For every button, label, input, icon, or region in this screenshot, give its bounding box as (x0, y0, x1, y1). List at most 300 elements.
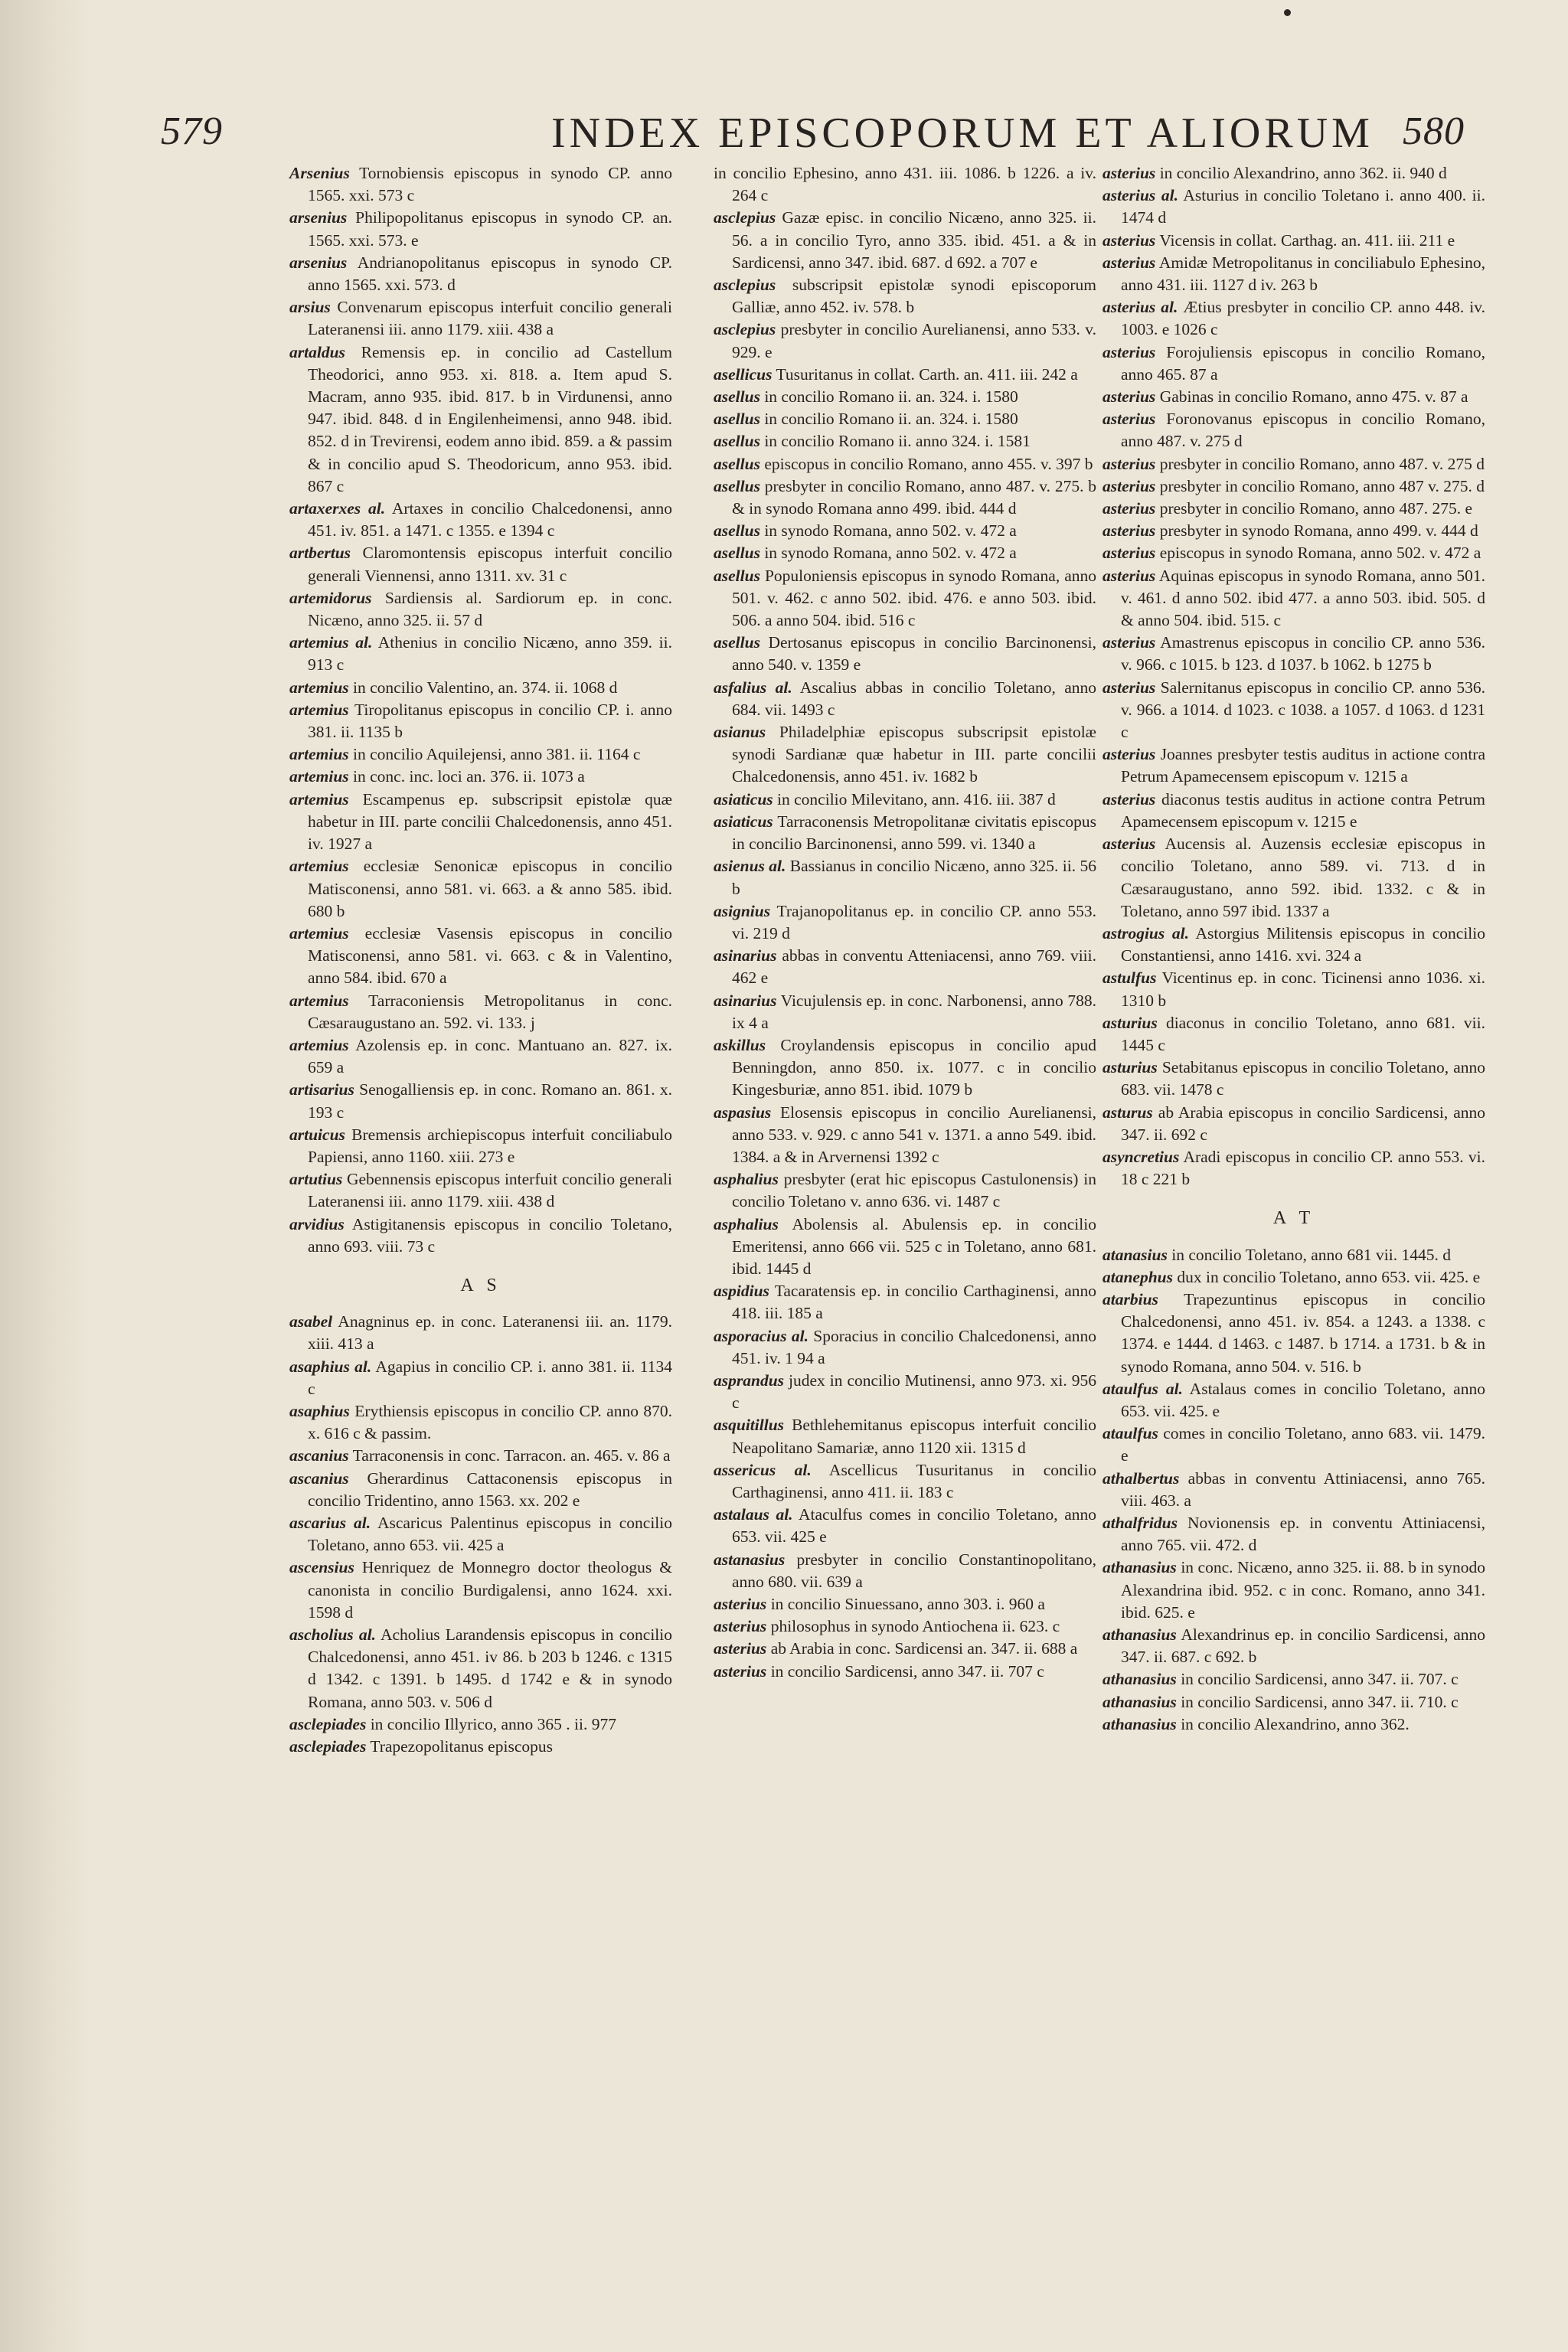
entry-text: Philipopolitanus episcopus in synodo CP. an. 1565. xxi. 573. e (308, 208, 672, 250)
entry-headword: artemius (289, 678, 349, 697)
running-title: INDEX EPISCOPORUM ET ALIORUM (551, 109, 1374, 157)
entry-text: Joannes presbyter testis auditus in actione contra Petrum Apamecensem episcopum v. 1215 a (1121, 745, 1486, 786)
entry-text: Henriquez de Monnegro doctor theologus & canonista in concilio Burdigalensi, anno 1624. xxi. 1598 d (308, 1558, 673, 1622)
entry-headword: askillus (714, 1035, 766, 1054)
entry-headword: asterius (1102, 835, 1156, 854)
entry-text: Vicujulensis ep. in conc. Narbonensi, anno 788. ix 4 a (732, 991, 1096, 1032)
entry-headword: ataulfus al. (1102, 1379, 1183, 1398)
entry-text: Astalaus comes in concilio Toletano, anno 653. vii. 425. e (1121, 1379, 1485, 1420)
entry-text: in concilio Toletano, anno 681 vii. 1445. d (1171, 1245, 1451, 1264)
index-entry (1102, 185, 1485, 229)
index-entry (1102, 833, 1485, 923)
index-entry (714, 364, 1096, 386)
entry-headword: asterius (714, 1595, 767, 1613)
entry-headword: asclepius (714, 276, 776, 295)
entry-text: comes in concilio Toletano, anno 683. vii. 1479. e (1121, 1424, 1486, 1465)
index-entry (1102, 386, 1485, 408)
entry-headword: asterius (1102, 342, 1156, 361)
entry-text: Convenarum episcopus interfuit concilio generali Lateranensi iii. anno 1179. xiii. 438 a (308, 298, 673, 339)
index-entry (1102, 408, 1485, 452)
index-entry (1102, 498, 1485, 520)
index-entry (714, 318, 1096, 363)
index-entry (714, 945, 1096, 989)
entry-headword: atanephus (1102, 1267, 1174, 1286)
index-entry (1102, 1512, 1485, 1557)
index-entry (714, 1615, 1096, 1638)
entry-headword: asiaticus (714, 812, 773, 831)
entry-text: Setabitanus episcopus in concilio Toletano, anno 683. vii. 1478 c (1121, 1058, 1486, 1099)
index-entry (714, 1593, 1096, 1615)
entry-text: Alexandrinus ep. in concilio Sardicensi, anno 347. ii. 687. c 692. b (1121, 1625, 1485, 1667)
index-entry (289, 1713, 672, 1736)
index-entry (1102, 632, 1485, 676)
entry-text: Ascellicus Tusuritanus in concilio Carthaginensi, anno 411. ii. 183 c (732, 1460, 1096, 1501)
entry-headword: asterius (1102, 476, 1156, 495)
entry-headword: asterius (1102, 410, 1156, 429)
entry-text: Forojuliensis episcopus in concilio Romano, anno 465. 87 a (1121, 342, 1486, 384)
section-heading: A T (1272, 1208, 1315, 1229)
entry-text: in concilio Valentino, an. 374. ii. 1068 d (353, 678, 618, 697)
index-entry (714, 1549, 1096, 1593)
entry-text: Tarraconensis in conc. Tarracon. an. 465. v. 86 a (352, 1446, 671, 1465)
index-column-1 (289, 162, 672, 1758)
index-entry (714, 721, 1096, 789)
index-entry (289, 743, 672, 766)
entry-headword: artemius (289, 1035, 349, 1054)
index-entry (714, 386, 1096, 408)
entry-text: dux in concilio Toletano, anno 653. vii. 425. e (1177, 1267, 1481, 1286)
entry-text: in concilio Romano ii. an. 324. i. 1580 (764, 410, 1018, 429)
index-entry (714, 542, 1096, 564)
entry-headword: asclepiades (289, 1714, 367, 1733)
entry-headword: artaldus (289, 342, 345, 361)
entry-headword: asellus (714, 476, 760, 495)
index-entry (1102, 252, 1485, 296)
index-entry (1102, 1266, 1485, 1289)
entry-text: in concilio Sardicensi, anno 347. ii. 710. c (1181, 1692, 1459, 1711)
entry-text: abbas in conventu Attiniacensi, anno 765. viii. 463. a (1121, 1468, 1486, 1510)
entry-text: ab Arabia episcopus in concilio Sardicensi, anno 347. ii. 692 c (1121, 1102, 1486, 1144)
entry-text: presbyter in concilio Romano, anno 487. 275. e (1159, 499, 1473, 518)
index-entry (289, 1079, 672, 1123)
entry-text: in synodo Romana, anno 502. v. 472 a (764, 521, 1017, 541)
entry-text: Vicensis in collat. Carthag. an. 411. iii. 211 e (1159, 230, 1455, 250)
index-entry (289, 766, 672, 788)
entry-headword: asterius (1102, 387, 1156, 407)
entry-text: in concilio Alexandrino, anno 362. (1181, 1714, 1410, 1733)
entry-headword: asclepius (714, 208, 776, 227)
entry-headword: asterius (714, 1617, 767, 1636)
entry-headword: ascensius (289, 1558, 354, 1577)
entry-headword: asterius (1102, 633, 1156, 652)
entry-text: Aquinas episcopus in synodo Romana, anno 501. v. 461. d anno 502. ibid 477. a anno 503. ibid. 505. d & anno 504. ibid. 515. c (1121, 566, 1485, 630)
index-entry (289, 296, 672, 341)
entry-text: Gebennensis episcopus interfuit concilio generali Lateranensi iii. anno 1179. xiii. 438 d (308, 1170, 672, 1211)
entry-text: in conc. inc. loci an. 376. ii. 1073 a (353, 767, 585, 786)
entry-headword: athanasius (1102, 1625, 1177, 1644)
entry-headword: asphalius (714, 1170, 779, 1189)
entry-headword: asellicus (714, 364, 773, 384)
entry-headword: asturius (1102, 1058, 1158, 1077)
index-entry (714, 632, 1096, 676)
index-entry (289, 855, 672, 923)
entry-headword: asterius (714, 1661, 767, 1681)
entry-headword: athalfridus (1102, 1513, 1178, 1532)
index-entry (714, 475, 1096, 520)
entry-headword: artemius al. (289, 633, 373, 652)
index-entry (714, 1638, 1096, 1660)
entry-headword: asterius (1102, 789, 1156, 808)
entry-text: Gherardinus Cattaconensis episcopus in concilio Tridentino, anno 1563. xx. 202 e (308, 1468, 672, 1510)
entry-headword: artemius (289, 745, 349, 764)
entry-text: Astigitanensis episcopus in concilio Toletano, anno 693. viii. 73 c (308, 1214, 672, 1256)
index-entry (714, 990, 1096, 1034)
index-entry (1102, 520, 1485, 542)
entry-headword: asfalius al. (714, 678, 792, 697)
entry-text: Elosensis episcopus in concilio Aurelianensi, anno 533. v. 929. c anno 541 v. 1371. a anno 549. ibid. 1384. a & in Arvernensi 1392 c (732, 1102, 1096, 1166)
entry-headword: astanasius (714, 1550, 786, 1569)
entry-text: Senogalliensis ep. in conc. Romano an. 861. x. 193 c (308, 1080, 673, 1122)
index-entry (714, 430, 1096, 452)
entry-headword: artemius (289, 789, 349, 808)
index-entry (1102, 923, 1485, 967)
entry-headword: atarbius (1102, 1289, 1158, 1308)
index-entry (1102, 1289, 1485, 1378)
entry-text: subscripsit epistolæ synodi episcoporum Galliæ, anno 452. iv. 578. b (732, 276, 1097, 317)
entry-text: Tiropolitanus episcopus in concilio CP. i. anno 381. ii. 1135 b (308, 700, 672, 742)
entry-text: Athenius in concilio Nicæno, anno 359. ii. 913 c (308, 633, 672, 675)
page-header (0, 109, 1568, 162)
entry-text: presbyter in concilio Romano, anno 487. v. 275 d (1159, 454, 1485, 473)
entry-text: in concilio Illyrico, anno 365 . ii. 977 (370, 1714, 616, 1733)
entry-text: Ascalius abbas in concilio Toletano, anno 684. vii. 1493 c (732, 678, 1096, 719)
entry-headword: ataulfus (1102, 1424, 1158, 1443)
index-entry (714, 1102, 1096, 1169)
index-entry (714, 162, 1096, 207)
entry-headword: asturus (1102, 1102, 1153, 1122)
index-entry (714, 855, 1096, 900)
index-entry (714, 1034, 1096, 1102)
index-entry (1102, 296, 1485, 341)
entry-headword: Arsenius (289, 164, 350, 182)
index-entry (289, 699, 672, 743)
entry-headword: athanasius (1102, 1558, 1177, 1577)
entry-headword: asaphius al. (289, 1357, 372, 1376)
entry-headword: asterius (1102, 678, 1156, 697)
index-entry (1102, 1668, 1485, 1690)
index-entry (289, 1400, 672, 1445)
entry-text: episcopus in synodo Romana, anno 502. v. 472 a (1159, 544, 1481, 563)
entry-text: presbyter in concilio Constantinopolitano, anno 680. vii. 639 a (732, 1550, 1097, 1591)
entry-text: Dertosanus episcopus in concilio Barcinonensi, anno 540. v. 1359 e (732, 633, 1096, 675)
index-entry (1102, 1102, 1485, 1146)
index-entry (714, 1459, 1096, 1504)
entry-text: ab Arabia in conc. Sardicensi an. 347. ii. 688 a (770, 1639, 1078, 1658)
entry-headword: asiaticus (714, 789, 773, 808)
entry-text: in concilio Aquilejensi, anno 381. ii. 1164 c (353, 745, 641, 764)
page-number-left: 579 (161, 109, 223, 153)
index-entry (714, 900, 1096, 945)
entry-headword: asquitillus (714, 1416, 785, 1435)
index-entry (714, 1661, 1096, 1683)
entry-headword: arsenius (289, 253, 348, 272)
entry-headword: asclepius (714, 320, 776, 339)
entry-text: Tarraconensis Metropolitanæ civitatis episcopus in concilio Barcinonensi, anno 599. vi. 1340 a (732, 812, 1096, 854)
entry-headword: asyncretius (1102, 1147, 1180, 1166)
entry-text: Sardiensis al. Sardiorum ep. in conc. Nicæno, anno 325. ii. 57 d (308, 588, 672, 630)
index-entry (1102, 967, 1485, 1011)
index-entry (714, 565, 1096, 632)
section-heading: A S (460, 1275, 501, 1295)
index-entry (1102, 542, 1485, 564)
entry-headword: asterius (1102, 566, 1156, 585)
index-entry (714, 453, 1096, 475)
entry-headword: asterius (1102, 499, 1156, 518)
index-entry (289, 1512, 672, 1557)
entry-headword: artemius (289, 700, 349, 719)
entry-text: presbyter in concilio Romano, anno 487. v. 275. b & in synodo Romana anno 499. ibid. 444 d (732, 476, 1097, 518)
entry-text: Foronovanus episcopus in concilio Romano, anno 487. v. 275 d (1121, 410, 1486, 451)
entry-headword: atanasius (1102, 1245, 1168, 1264)
entry-text: Claromontensis episcopus interfuit concilio generali Viennensi, anno 1311. xv. 31 c (308, 544, 672, 585)
entry-text: in concilio Sinuessano, anno 303. i. 960 a (770, 1595, 1045, 1613)
entry-headword: asterius (714, 1639, 767, 1658)
entry-text: Sporacius in concilio Chalcedonensi, anno 451. iv. 1 94 a (732, 1326, 1097, 1367)
entry-text: Trapezuntinus episcopus in concilio Chalcedonensi, anno 451. iv. 854. a 1243. a 1338. c 1374. e 1444. d 1463. c 1487. b 1714. a 1731. b & in synodo Romana, anno 504. v. 516. b (1121, 1289, 1485, 1376)
entry-text: Andrianopolitanus episcopus in synodo CP. anno 1565. xxi. 573. d (308, 253, 672, 295)
entry-headword: asienus al. (714, 857, 786, 876)
entry-text: Gabinas in concilio Romano, anno 475. v. 87 a (1159, 387, 1468, 407)
entry-text: Astorgius Militensis episcopus in concilio Constantiensi, anno 1416. xvi. 324 a (1121, 923, 1485, 965)
entry-text: Gazæ episc. in concilio Nicæno, anno 325. ii. 56. a in concilio Tyro, anno 335. ibid. 451. a & in Sardicensi, anno 347. ibid. 687. d 692. a 707 e (732, 208, 1097, 272)
index-entry (714, 1280, 1096, 1325)
entry-headword: athanasius (1102, 1714, 1177, 1733)
entry-text: Croylandensis episcopus in concilio apud Benningdon, anno 850. ix. 1077. c in concilio Kingesburiæ, anno 851. ibid. 1079 b (732, 1035, 1096, 1099)
index-entry (289, 1736, 672, 1758)
index-entry (289, 498, 672, 542)
page-number-right: 580 (1403, 109, 1465, 153)
entry-text: Amidæ Metropolitanus in conciliabulo Ephesino, anno 431. iii. 1127 d iv. 263 b (1121, 253, 1485, 295)
entry-text: Bremensis archiepiscopus interfuit conciliabulo Papiensi, anno 1160. xiii. 273 e (308, 1125, 672, 1166)
entry-text: Tornobiensis episcopus in synodo CP. anno 1565. xxi. 573 c (308, 164, 672, 205)
entry-headword: asprandus (714, 1370, 785, 1390)
entry-text: presbyter (erat hic episcopus Castulonensis) in concilio Toletano v. anno 636. vi. 1487 c (732, 1170, 1097, 1211)
entry-headword: asterius (1102, 745, 1156, 764)
entry-headword: asclepiades (289, 1737, 367, 1756)
index-entry (714, 1370, 1096, 1414)
index-entry (1102, 1378, 1485, 1423)
entry-text: in conc. Nicæno, anno 325. ii. 88. b in synodo Alexandrina ibid. 952. c in conc. Romano, anno 341. ibid. 625. e (1121, 1558, 1486, 1622)
entry-text: in concilio Alexandrino, anno 362. ii. 940 d (1159, 164, 1447, 182)
entry-text: Asturius in concilio Toletano i. anno 400. ii. 1474 d (1121, 186, 1485, 227)
index-entry (289, 587, 672, 632)
index-entry (714, 789, 1096, 811)
index-entry (714, 520, 1096, 542)
entry-text: Trapezopolitanus episcopus (370, 1737, 553, 1756)
entry-text: in concilio Sardicensi, anno 347. ii. 707. c (1181, 1670, 1459, 1689)
index-entry (289, 632, 672, 676)
entry-headword: asaphius (289, 1401, 350, 1420)
entry-text: Agapius in concilio CP. i. anno 381. ii. 1134 c (308, 1357, 672, 1398)
entry-headword: asporacius al. (714, 1326, 808, 1345)
index-entry (289, 207, 672, 251)
entry-text: Artaxes in concilio Chalcedonensi, anno 451. iv. 851. a 1471. c 1355. e 1394 c (308, 499, 672, 541)
entry-text: Philadelphiæ episcopus subscripsit epistolæ synodi Sardianæ quæ habetur in III. parte concilii Chalcedonensis, anno 451. iv. 1682 b (732, 723, 1097, 786)
entry-headword: athanasius (1102, 1670, 1177, 1689)
index-entry (1102, 1713, 1485, 1736)
entry-headword: arvidius (289, 1214, 345, 1233)
entry-text: in synodo Romana, anno 502. v. 472 a (764, 544, 1017, 563)
entry-text: Ataculfus comes in concilio Toletano, anno 653. vii. 425 e (732, 1505, 1096, 1547)
index-entry (1102, 475, 1485, 498)
entry-headword: asellus (714, 432, 760, 451)
entry-headword: asterius (1102, 164, 1156, 182)
entry-text: Abolensis al. Abulensis ep. in concilio Emeritensi, anno 666 vii. 525 c in Toletano, anno 681. ibid. 1445 d (732, 1214, 1096, 1278)
entry-text: Tacaratensis ep. in concilio Carthaginensi, anno 418. iii. 185 a (732, 1282, 1096, 1323)
entry-headword: arsenius (289, 208, 348, 227)
index-entry (1102, 1691, 1485, 1713)
entry-headword: ascholius al. (289, 1625, 376, 1644)
entry-headword: asterius (1102, 521, 1156, 541)
index-entry (1102, 565, 1485, 632)
entry-text: Vicentinus ep. in conc. Ticinensi anno 1036. xi. 1310 b (1121, 969, 1485, 1010)
entry-text: presbyter in concilio Romano, anno 487 v. 275. d (1159, 476, 1485, 495)
index-entry (289, 923, 672, 990)
entry-headword: asignius (714, 901, 771, 920)
entry-headword: artaxerxes al. (289, 499, 386, 518)
entry-headword: aspidius (714, 1282, 769, 1301)
index-entry (714, 1414, 1096, 1459)
index-entry (1102, 1468, 1485, 1512)
entry-text: Novionensis ep. in conventu Attiniacensi, anno 765. vii. 472. d (1121, 1513, 1485, 1555)
entry-headword: artisarius (289, 1080, 354, 1099)
entry-headword: asterius al. (1102, 186, 1178, 205)
entry-text: in concilio Sardicensi, anno 347. ii. 707 c (770, 1661, 1044, 1681)
entry-headword: asellus (714, 410, 760, 429)
entry-text: in concilio Ephesino, anno 431. iii. 1086. b 1226. a iv. 264 c (714, 164, 1096, 205)
index-entry (714, 408, 1096, 430)
entry-text: in concilio Milevitano, ann. 416. iii. 387 d (777, 789, 1056, 808)
index-entry (1102, 230, 1485, 252)
index-entry (289, 677, 672, 699)
entry-headword: ascarius al. (289, 1513, 371, 1532)
entry-headword: asinarius (714, 991, 777, 1010)
entry-text: judex in concilio Mutinensi, anno 973. xi. 956 c (732, 1370, 1097, 1413)
index-column-2 (714, 162, 1096, 1683)
entry-headword: artemidorus (289, 588, 372, 607)
entry-headword: aspasius (714, 1102, 772, 1122)
index-entry (289, 162, 672, 207)
index-entry (1102, 453, 1485, 475)
index-entry (714, 1504, 1096, 1548)
index-entry (1102, 1012, 1485, 1057)
entry-text: Erythiensis episcopus in concilio CP. anno 870. x. 616 c & passim. (308, 1401, 673, 1443)
entry-headword: athalbertus (1102, 1468, 1180, 1488)
entry-text: Amastrenus episcopus in concilio CP. anno 536. v. 966. c 1015. b 123. d 1037. b 1062. b 1275 b (1121, 633, 1485, 675)
entry-headword: athanasius (1102, 1692, 1177, 1711)
index-entry (289, 1034, 672, 1079)
index-entry (1102, 743, 1485, 788)
index-entry (289, 1124, 672, 1168)
entry-headword: asterius (1102, 454, 1156, 473)
entry-text: Ætius presbyter in concilio CP. anno 448. iv. 1003. e 1026 c (1121, 298, 1485, 339)
index-entry (1102, 1146, 1485, 1191)
index-entry (1102, 1057, 1485, 1101)
index-entry (1102, 1557, 1485, 1624)
entry-headword: astalaus al. (714, 1505, 793, 1524)
entry-text: Ascaricus Palentinus episcopus in concilio Toletano, anno 653. vii. 425 a (308, 1513, 672, 1555)
entry-headword: astrogius al. (1102, 923, 1189, 942)
index-entry (714, 811, 1096, 855)
entry-text: philosophus in synodo Antiochena ii. 623. c (770, 1617, 1060, 1636)
entry-headword: asellus (714, 633, 760, 652)
entry-text: presbyter in synodo Romana, anno 499. v. 444 d (1159, 521, 1478, 541)
index-column-3 (1102, 162, 1485, 1736)
entry-headword: asturius (1102, 1013, 1158, 1032)
index-entry (289, 1168, 672, 1213)
entry-headword: ascanius (289, 1446, 349, 1465)
entry-headword: artemius (289, 767, 349, 786)
entry-headword: assericus al. (714, 1460, 812, 1479)
index-entry (289, 789, 672, 856)
entry-headword: asabel (289, 1312, 333, 1331)
entry-headword: asellus (714, 454, 760, 473)
entry-headword: astulfus (1102, 969, 1157, 988)
page-fold-shadow (0, 0, 92, 2352)
entry-text: Tusuritanus in collat. Carth. an. 411. iii. 242 a (776, 364, 1078, 384)
index-entry (289, 1311, 672, 1355)
entry-text: Escampenus ep. subscripsit epistolæ quæ habetur in III. parte concilii Chalcedonensis, anno 451. iv. 1927 a (308, 789, 673, 854)
entry-headword: asphalius (714, 1214, 779, 1233)
index-entry (1102, 162, 1485, 185)
entry-headword: asellus (714, 521, 760, 541)
entry-text: episcopus in concilio Romano, anno 455. v. 397 b (764, 454, 1093, 473)
index-entry (289, 1356, 672, 1400)
entry-text: diaconus testis auditus in actione contra Petrum Apamecensem episcopum v. 1215 e (1121, 789, 1485, 831)
entry-headword: asellus (714, 566, 760, 585)
index-entry (289, 542, 672, 586)
entry-headword: asterius (1102, 230, 1156, 250)
entry-headword: artbertus (289, 544, 351, 563)
index-entry (1102, 1423, 1485, 1467)
index-entry (714, 207, 1096, 274)
ink-speck (1284, 9, 1291, 16)
entry-text: Acholius Larandensis episcopus in concilio Chalcedonensi, anno 451. iv 86. b 203 b 1246. c 1315 d 1342. c 1391. b 1495. d 1742 e & in synodo Romana, anno 503. v. 506 d (308, 1625, 672, 1711)
index-entry (714, 274, 1096, 318)
entry-text: Tarraconiensis Metropolitanus in conc. Cæsaraugustano an. 592. vi. 133. j (308, 991, 672, 1032)
entry-headword: asterius (1102, 544, 1156, 563)
entry-headword: asellus (714, 544, 760, 563)
entry-text: Populoniensis episcopus in synodo Romana, anno 501. v. 462. c anno 502. ibid. 476. e anno 503. ibid. 506. a anno 504. ibid. 516 c (732, 566, 1097, 630)
entry-headword: arsius (289, 298, 331, 317)
index-entry (1102, 341, 1485, 386)
index-entry (289, 990, 672, 1034)
entry-headword: artemius (289, 991, 349, 1010)
entry-headword: ascanius (289, 1468, 349, 1488)
entry-text: in concilio Romano ii. an. 324. i. 1580 (764, 387, 1018, 407)
index-entry (714, 1214, 1096, 1281)
index-entry (1102, 677, 1485, 744)
entry-text: Salernitanus episcopus in concilio CP. anno 536. v. 966. a 1014. d 1023. c 1038. a 1057. d 1063. d 1231 c (1121, 678, 1486, 742)
index-entry (289, 1624, 672, 1713)
entry-headword: asterius (1102, 253, 1156, 272)
entry-text: Remensis ep. in concilio ad Castellum Theodorici, anno 953. xi. 818. a. Item apud S. Macram, anno 935. ibid. 817. b in Virdunensi, anno 947. ibid. 848. d in Engilenheimensi, anno 948. ibid. 852. d in Trevirensi, eodem anno ibid. 859. a & passim & in concilio apud S. Theodoricum, anno 953. ibid. 867 c (308, 342, 673, 495)
index-entry (714, 677, 1096, 721)
entry-text: Bethlehemitanus episcopus interfuit concilio Neapolitano Samariæ, anno 1120 xii. 1315 d (732, 1416, 1096, 1457)
entry-headword: asianus (714, 723, 766, 742)
entry-text: Trajanopolitanus ep. in concilio CP. anno 553. vi. 219 d (732, 901, 1096, 942)
entry-text: ecclesiæ Vasensis episcopus in concilio Matisconensi, anno 581. vi. 663. c & in Valentino, anno 584. ibid. 670 a (308, 923, 672, 988)
